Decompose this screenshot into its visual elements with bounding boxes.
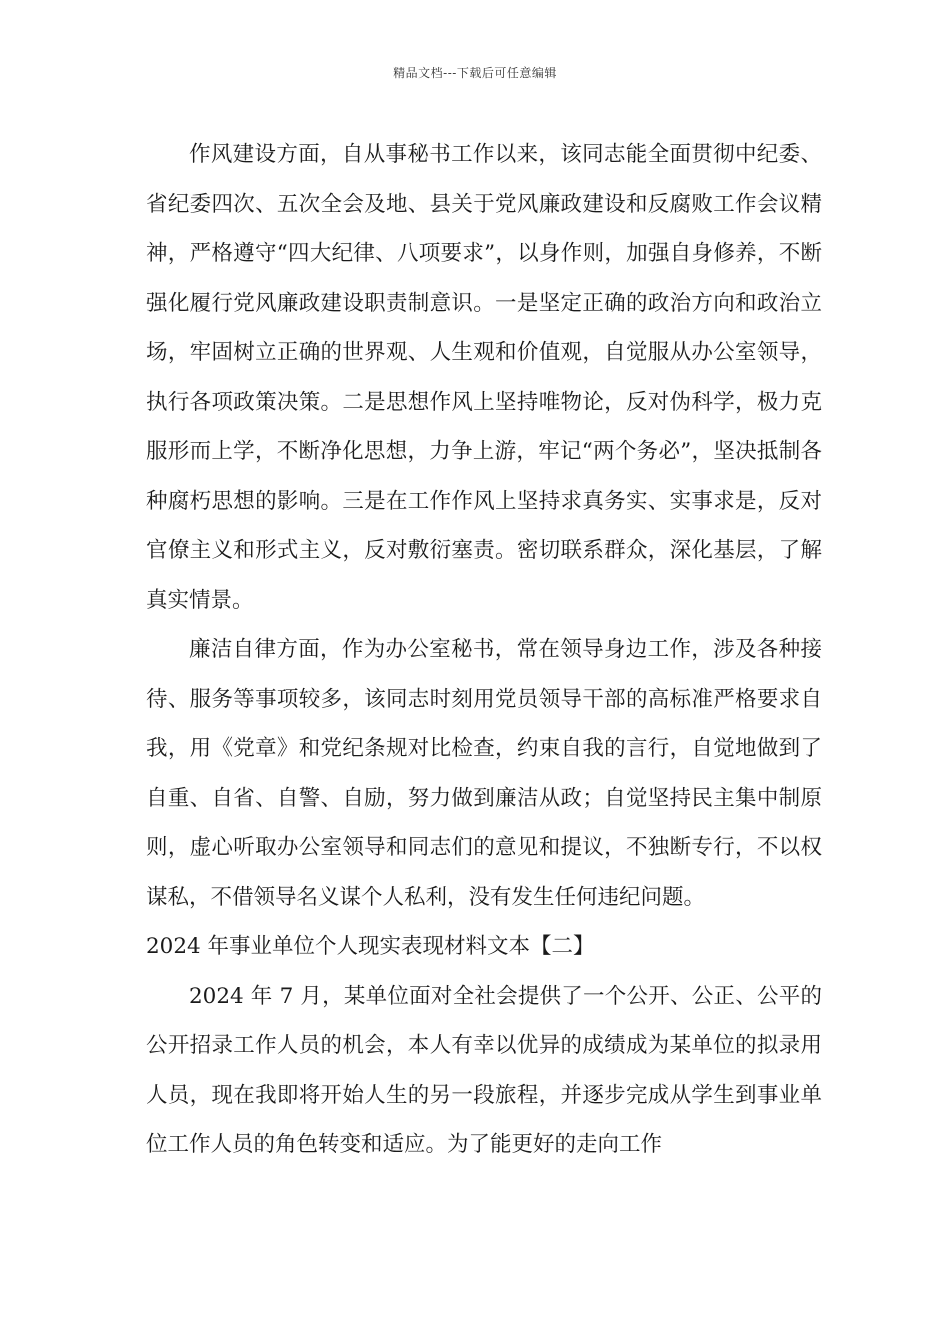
page-header: 精品文档---下载后可任意编辑 [393,66,557,80]
paragraph-recruitment: 2024 年 7 月，某单位面对全社会提供了一个公开、公正、公平的公开招录工作人员的机会，本人有幸以优异的成绩成为某单位的拟录用人员，现在我即将开始人生的另一段旅程，并逐步完成从学生到事业单位工作人员的角色转变和适应。为了能更好的走向工作 [146,983,822,1157]
paragraph-work-style: 作风建设方面，自从事秘书工作以来，该同志能全面贯彻中纪委、省纪委四次、五次全会及地、县关于党风廉政建设和反腐败工作会议精神，严格遵守“四大纪律、八项要求”，以身作则，加强自身修养，不断强化履行党风廉政建设职责制意识。一是坚定正确的政治方向和政治立场，牢固树立正确的世界观、人生观和价值观，自觉服从办公室领导，执行各项政策决策。二是思想作风上坚持唯物论，反对伪科学，极力克服形而上学，不断净化思想，力争上游，牢记“两个务必”，坚决抵制各种腐朽思想的影响。三是在工作作风上坚持求真务实、实事求是，反对官僚主义和形式主义，反对敷衍塞责。密切联系群众，深化基层，了解真实情景。 [146,142,822,613]
paragraph-integrity: 廉洁自律方面，作为办公室秘书，常在领导身边工作，涉及各种接待、服务等事项较多，该同志时刻用党员领导干部的高标准严格要求自我，用《党章》和党纪条规对比检查，约束自我的言行，自觉地做到了自重、自省、自警、自励，努力做到廉洁从政；自觉坚持民主集中制原则，虚心听取办公室领导和同志们的意见和提议，不独断专行，不以权谋私，不借领导名义谋个人私利，没有发生任何违纪问题。 [146,637,822,910]
document-body [146,130,822,1170]
section-heading: 2024 年事业单位个人现实表现材料文本【二】 [146,934,595,959]
